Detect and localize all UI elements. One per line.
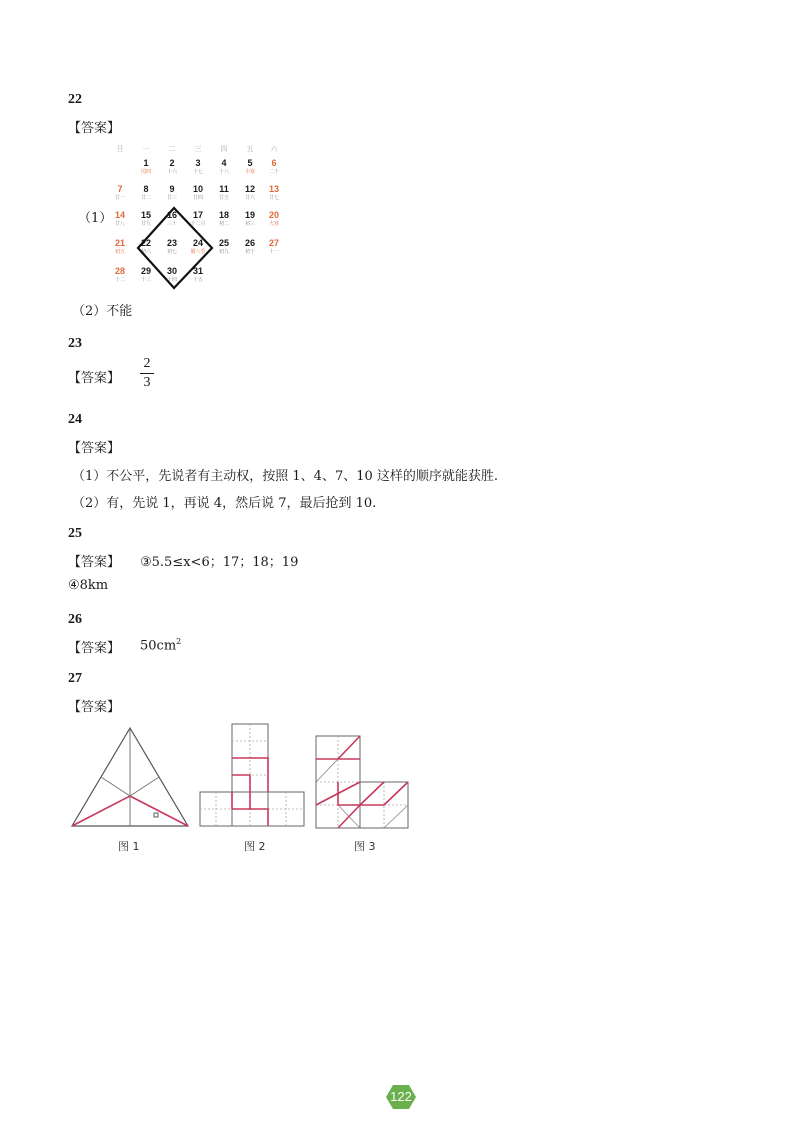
fraction-bar [140, 373, 154, 374]
calendar-lunar-date: 初六 [140, 249, 151, 255]
calendar-lunar-date: 十三 [140, 277, 151, 283]
calendar-lunar-date: 二十 [268, 169, 279, 175]
question-number-22: 22 [68, 92, 82, 107]
calendar-day: 19 [244, 210, 255, 220]
calendar-day: 12 [244, 184, 255, 194]
answer-25-line2: ④8km [68, 578, 109, 593]
calendar-day: 8 [143, 184, 149, 194]
calendar-lunar-date: 廿三 [166, 195, 177, 201]
calendar-lunar-date: 三十 [166, 221, 177, 227]
calendar-lunar-date: 闰四 [140, 169, 151, 175]
calendar-lunar-date: 十八 [218, 169, 229, 175]
calendar-lunar-date: 十五 [192, 277, 203, 283]
answer-26-value [140, 637, 181, 653]
calendar-day: 22 [140, 238, 151, 248]
area-exponent: 2 [176, 637, 182, 646]
figure-1-triangle [70, 726, 192, 830]
calendar-lunar-date: 廿四 [192, 195, 203, 201]
fraction-denominator: 3 [143, 375, 151, 390]
calendar-day: 17 [192, 210, 203, 220]
calendar-lunar-date: 廿一 [114, 195, 125, 201]
calendar-day: 1 [143, 158, 149, 168]
caption-figure-2: 图 2 [244, 840, 266, 853]
calendar-day: 2 [169, 158, 175, 168]
answer-24-line2: （2）有，先说 1，再说 4，然后说 7，最后抢到 10. [72, 496, 377, 511]
calendar-lunar-date: 十二 [114, 277, 125, 283]
calendar-day: 11 [219, 184, 229, 194]
part1-label-22: （1） [78, 211, 113, 226]
calendar-day: 18 [218, 210, 229, 220]
calendar-day: 14 [114, 210, 125, 220]
calendar-lunar-date: 廿九 [140, 221, 151, 227]
calendar-header: 二 [168, 145, 176, 153]
calendar-day: 16 [166, 210, 177, 220]
calendar-lunar-date: 初三 [244, 221, 255, 227]
calendar-header: 日 [116, 145, 124, 153]
part2-22: （2）不能 [72, 304, 133, 319]
answer-label-24: 【答案】 [68, 441, 121, 456]
calendar-lunar-date: 廿七 [268, 195, 279, 201]
calendar [108, 142, 286, 292]
calendar-lunar-date: 廿五 [218, 195, 229, 201]
figure-3-grid [314, 734, 412, 830]
fraction-answer [140, 356, 154, 391]
calendar-header: 六 [270, 145, 278, 153]
calendar-day: 30 [166, 266, 177, 276]
calendar-lunar-date: 初九 [218, 249, 229, 255]
question-number-27: 27 [68, 671, 82, 686]
calendar-lunar-date: 廿八 [114, 221, 125, 227]
calendar-lunar-date: 十四 [166, 277, 177, 283]
calendar-lunar-date: 腊八节 [190, 249, 206, 255]
question-number-25: 25 [68, 526, 82, 541]
calendar-day: 9 [169, 184, 175, 194]
calendar-day: 13 [268, 184, 279, 194]
caption-figure-3: 图 3 [354, 840, 376, 853]
caption-figure-1: 图 1 [118, 840, 140, 853]
question-number-26: 26 [68, 612, 82, 627]
calendar-day: 23 [166, 238, 177, 248]
calendar-day: 29 [140, 266, 151, 276]
calendar-day: 5 [247, 158, 253, 168]
figure-2-grid [198, 722, 308, 830]
calendar-day: 7 [117, 184, 123, 194]
calendar-lunar-date: 初二 [218, 221, 229, 227]
calendar-day: 27 [268, 238, 279, 248]
calendar-day: 6 [271, 158, 277, 168]
page-number-badge [385, 1084, 417, 1110]
calendar-lunar-date: 十一 [268, 249, 279, 255]
calendar-lunar-date: 初七 [166, 249, 177, 255]
calendar-day: 31 [192, 266, 203, 276]
calendar-day: 24 [192, 238, 203, 248]
fraction-numerator: 2 [143, 356, 151, 371]
page-number: 122 [390, 1089, 412, 1104]
calendar-header: 四 [220, 145, 228, 153]
answer-label-25: 【答案】 [68, 555, 121, 570]
answer-label-22: 【答案】 [68, 121, 121, 136]
calendar-day: 4 [221, 158, 227, 168]
calendar-lunar-date: 初十 [244, 249, 255, 255]
calendar-day: 21 [114, 238, 125, 248]
calendar-lunar-date: 廿二 [140, 195, 151, 201]
calendar-lunar-date: 大寒 [268, 221, 279, 227]
calendar-lunar-date: 十七 [192, 169, 203, 175]
calendar-day: 26 [244, 238, 255, 248]
calendar-lunar-date: 小寒 [244, 169, 255, 175]
question-number-24: 24 [68, 412, 82, 427]
diamond-outline [108, 142, 286, 292]
answer-label-23: 【答案】 [68, 371, 121, 386]
calendar-day: 20 [268, 210, 279, 220]
calendar-header: 五 [246, 145, 254, 153]
answer-label-26: 【答案】 [68, 641, 121, 656]
question-number-23: 23 [68, 336, 82, 351]
calendar-day: 28 [114, 266, 125, 276]
calendar-day: 15 [140, 210, 151, 220]
calendar-lunar-date: 十二月 [190, 221, 206, 227]
answer-24-line1: （1）不公平，先说者有主动权，按照 1、4、7、10 这样的顺序就能获胜. [72, 469, 499, 484]
calendar-lunar-date: 十六 [166, 169, 177, 175]
calendar-day: 25 [218, 238, 229, 248]
calendar-lunar-date: 廿六 [244, 195, 255, 201]
answer-25-line1: ③5.5≤x<6；17；18；19 [140, 555, 299, 570]
calendar-header: 一 [142, 145, 150, 153]
calendar-header: 三 [194, 145, 202, 153]
answer-label-27: 【答案】 [68, 700, 121, 715]
calendar-day: 10 [192, 184, 203, 194]
calendar-lunar-date: 初五 [114, 249, 125, 255]
calendar-day: 3 [195, 158, 201, 168]
area-value: 50cm [140, 638, 177, 654]
